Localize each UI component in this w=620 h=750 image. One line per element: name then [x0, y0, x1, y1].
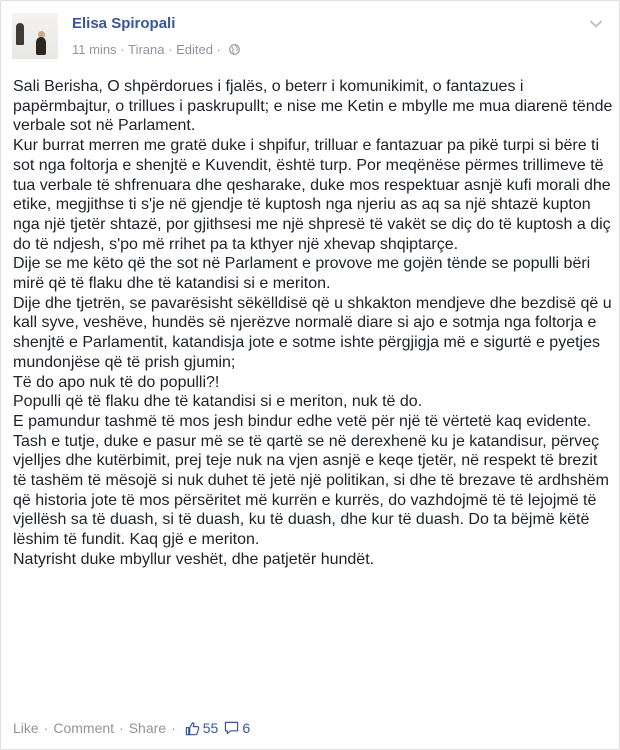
meta-separator: ·: [212, 42, 225, 57]
post-body: [13, 77, 613, 570]
post-paragraph: Sali Berisha, O shpërdorues i fjalës, o beterr i komunikimit, o fantazues i papërmbajtur, o trillues i paskrupullt; e nise me Ketin e mbylle me mua diarenë tënde verbale sot në Parlament.: [13, 78, 613, 135]
footer-separator: ·: [119, 720, 124, 736]
footer-separator: ·: [43, 720, 49, 736]
post-footer: [13, 720, 250, 736]
comment-link[interactable]: Comment: [53, 720, 115, 736]
thumbs-up-icon[interactable]: [185, 721, 200, 736]
meta-separator: ·: [164, 42, 177, 57]
meta-separator: ·: [116, 42, 129, 57]
globe-icon[interactable]: [229, 44, 240, 55]
post-paragraph: Dije se me këto që the sot në Parlament e provove me gojën tënde se populli bëri mirë që të flaku dhe të katandisi si e meriton.: [13, 255, 591, 293]
post-time[interactable]: 11 mins: [72, 42, 117, 57]
likes-count[interactable]: 55: [202, 720, 219, 736]
footer-separator: ·: [171, 720, 176, 736]
post-location[interactable]: Tirana: [128, 42, 165, 57]
post-paragraph: Populli që të flaku dhe të katandisi si e meriton, nuk të do.: [13, 393, 423, 411]
post-paragraph: Kur burrat merren me gratë duke i shpifur, trilluar e fantazuar pa pikë turpi si bëre ti sot nga foltorja e shenjtë e Kuvendit, është turp. Por meqënëse përmes trillimeve të tua verbale të shfrenuara dhe qesharake, duke mos respektuar asnjë kufi morali dhe etike, megjithse ti s'je në gjendje të kuptosh nga njeriu as aq sa një shtazë kupton nga një tjetër shtazë, por gjithsesi me një shpresë të vakët se diç do të kuptosh a diç do të ndjesh, s'po më rrihet pa ta kthyer një xhevap shqiptarçe.: [13, 137, 611, 253]
post-paragraph: Dije dhe tjetrën, se pavarësisht sëkëlldisë që u shkakton mendjeve dhe bezdisë që u kall syve, veshëve, hundës së njerëzve normalë diare si ajo e sotmja nga foltorja e shenjtë e Parlamentit, katandisja jote e sotme ishte përgjigja më e sigurtë e pyetjes mundonjëse që të prish gjumin;: [13, 294, 612, 371]
chevron-down-icon[interactable]: [589, 19, 603, 29]
post-paragraph: Tash e tutje, duke e pasur më se të qartë se në derexhenë ku je katandisur, përveç vjelljes dhe kutërbimit, prej teje nuk na vjen asnjë e keqe tjetër, në respekt të brezit të tashëm të mësojë si nuk duhet të jetë një politikan, si dhe të brezave të ardhshëm që historia jote të mos përsëritet më kurrën e kurrës, do vazhdojmë të të lejojmë të vjellësh sa të duash, si të duash, ku të duash, dhe kur të duash. Do ta bëjmë këtë lëshim të fundit. Kaq gjë e meriton.: [13, 432, 609, 549]
post-meta: [72, 42, 240, 57]
share-link[interactable]: Share: [128, 720, 167, 736]
avatar[interactable]: [12, 13, 58, 59]
comments-count[interactable]: 6: [242, 720, 251, 736]
comment-bubble-icon[interactable]: [224, 721, 239, 735]
avatar-person: [36, 37, 46, 55]
post-paragraph: Natyrisht duke mbyllur veshët, dhe patjetër hundët.: [13, 550, 375, 568]
avatar-plant: [16, 23, 24, 45]
post-paragraph: Të do apo nuk të do populli?!: [13, 373, 220, 391]
like-link[interactable]: Like: [13, 720, 39, 736]
edited-label[interactable]: Edited: [176, 42, 213, 57]
author-name[interactable]: Elisa Spiropali: [72, 15, 176, 32]
post-paragraph: E pamundur tashmë të mos jesh bindur edhe vetë për një të vërtetë kaq evidente.: [13, 412, 592, 430]
